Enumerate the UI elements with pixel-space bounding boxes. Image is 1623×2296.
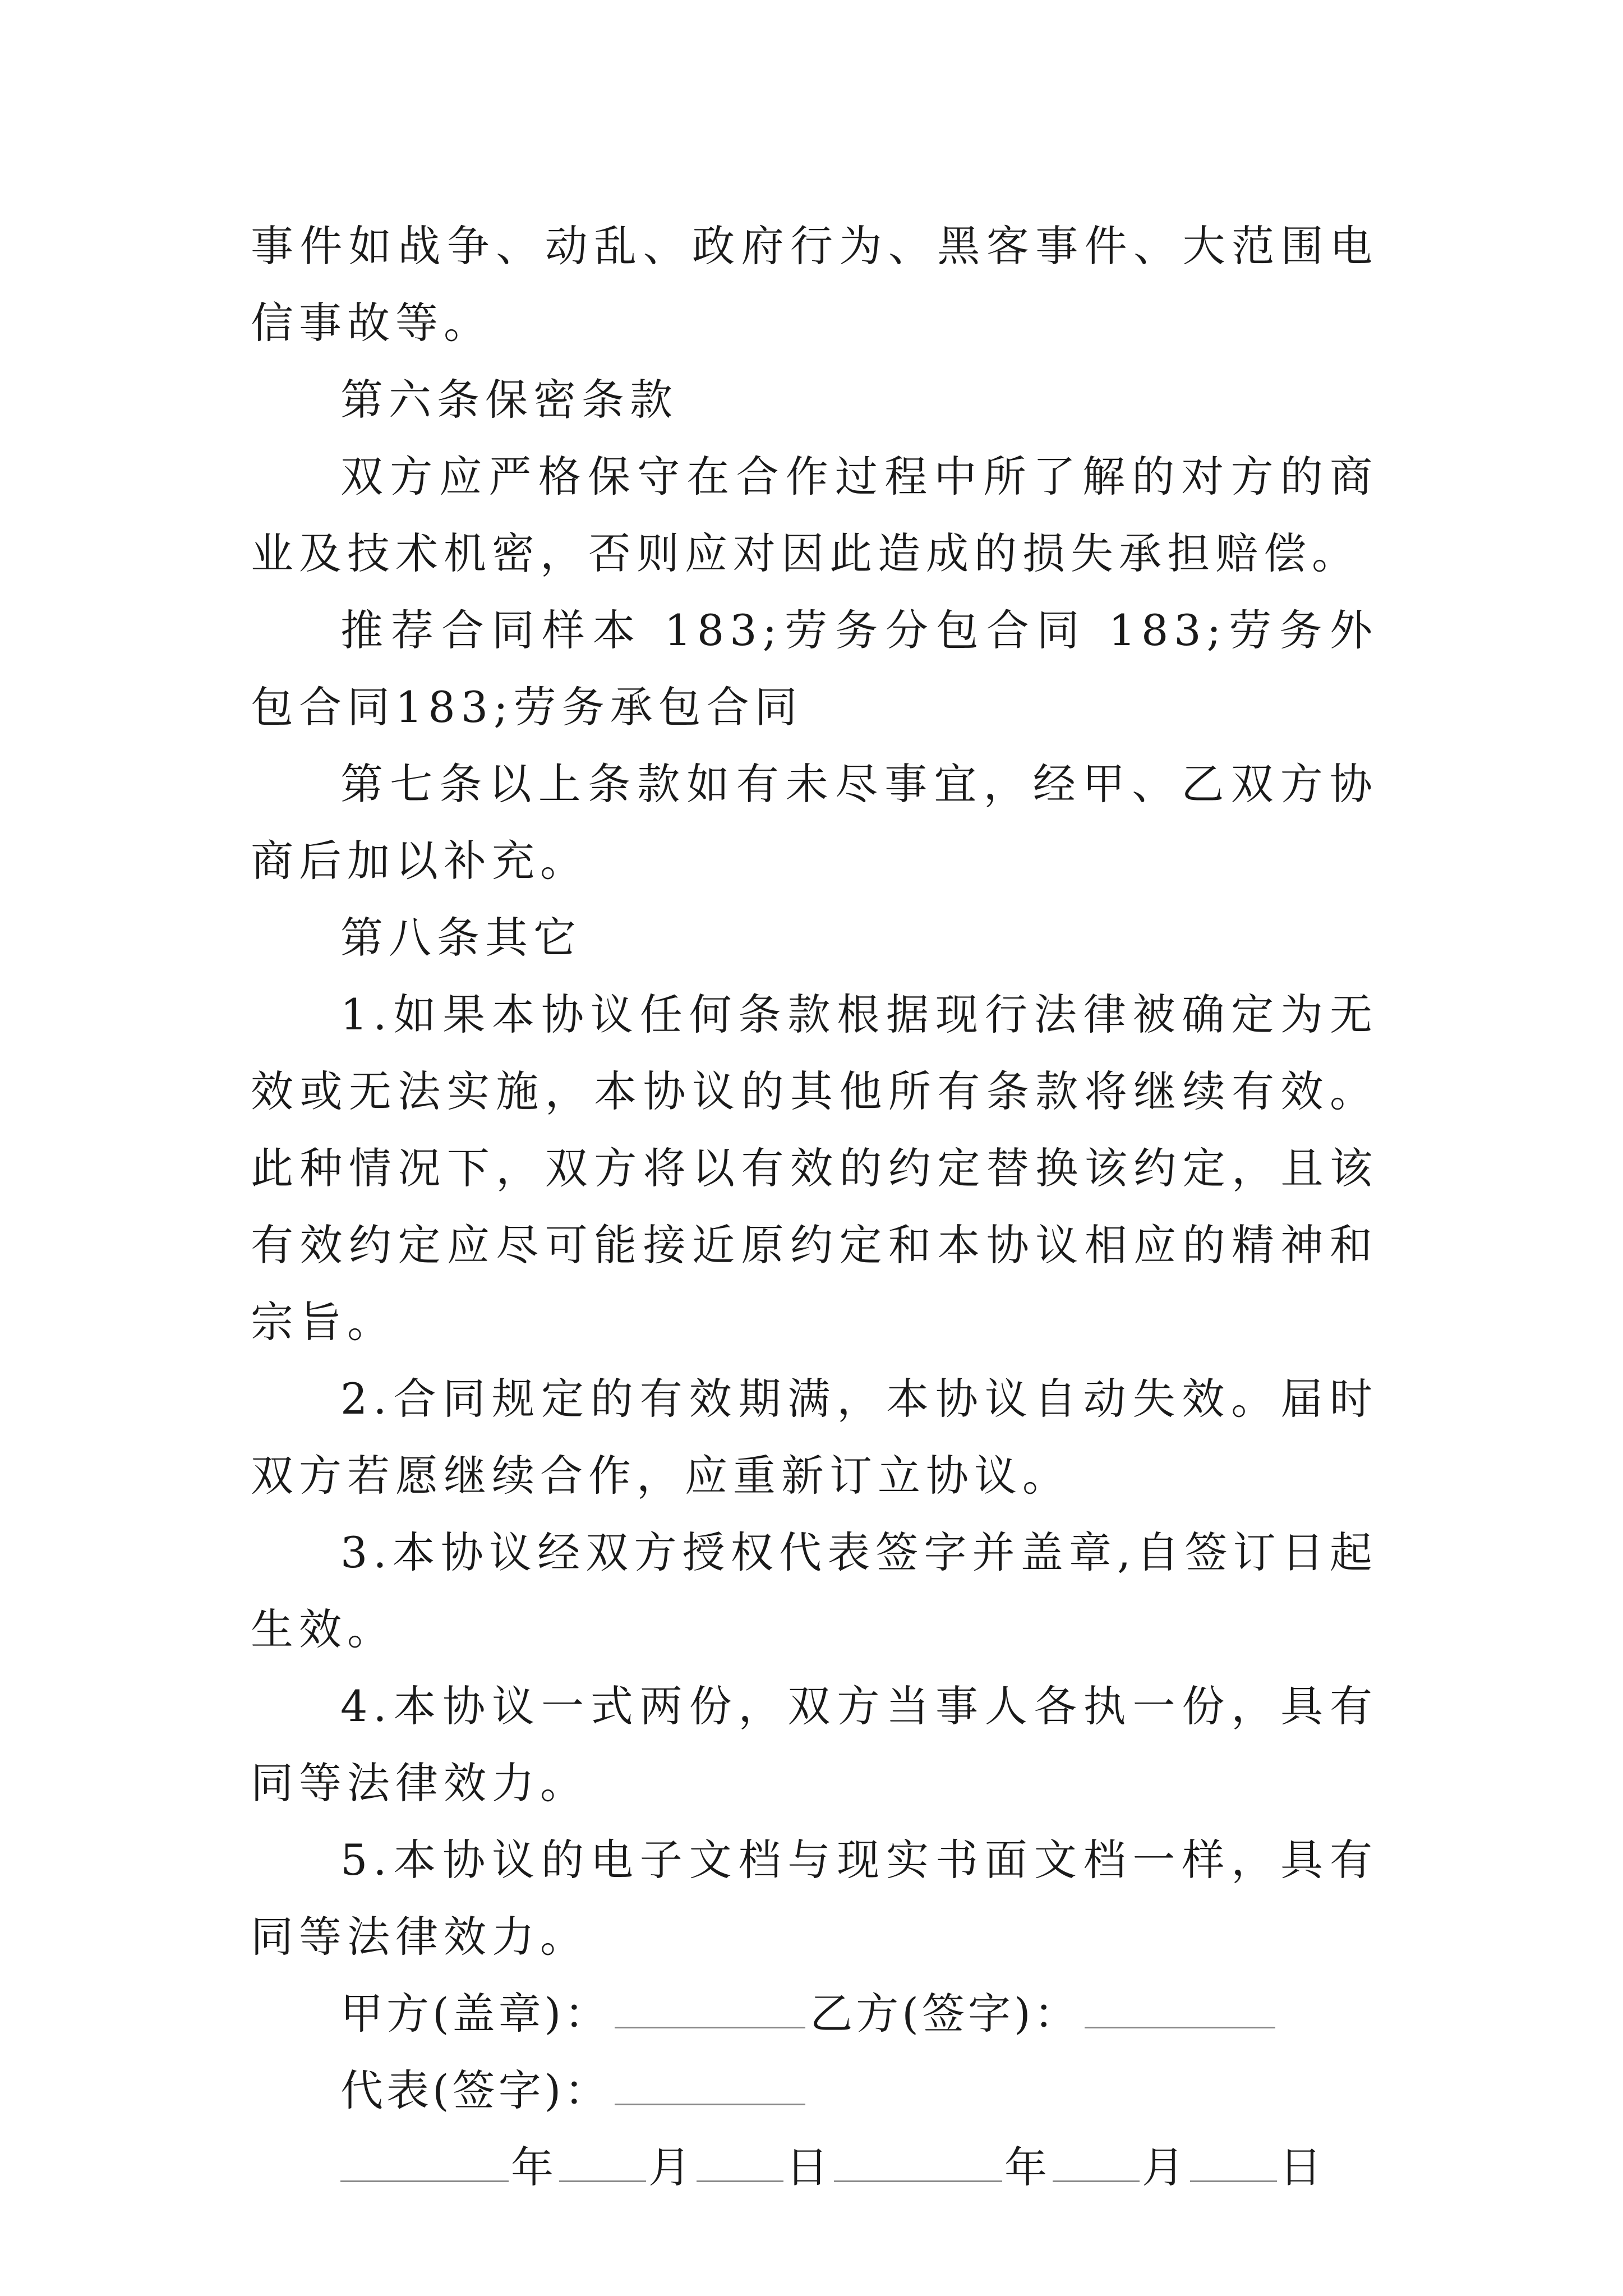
paragraph-recommended-samples: 推荐合同样本 183;劳务分包合同 183;劳务外包合同183;劳务承包合同 xyxy=(251,605,1378,732)
paragraph-clause-5: 5.本协议的电子文档与现实书面文档一样，具有同等法律效力。 xyxy=(251,1835,1378,1962)
date-a-day-label: 日 xyxy=(786,2142,832,2192)
document-page xyxy=(251,208,1378,2206)
paragraph-confidentiality: 双方应严格保守在合作过程中所了解的对方的商业及技术机密，否则应对因此造成的损失承担赔偿。 xyxy=(251,452,1378,578)
date-a-month-blank[interactable] xyxy=(559,2141,646,2182)
paragraph-force-majeure-tail: 事件如战争、动乱、政府行为、黑客事件、大范围电信事故等。 xyxy=(251,221,1378,348)
paragraph-clause-1: 1.如果本协议任何条款根据现行法律被确定为无效或无法实施，本协议的其他所有条款将继续有效。此种情况下，双方将以有效的约定替换该约定，且该有效约定应尽可能接近原约定和本协议相应的精神和宗旨。 xyxy=(251,990,1378,1347)
party-a-label: 甲方(盖章)： xyxy=(340,1989,611,2039)
rep-blank[interactable] xyxy=(615,2064,805,2105)
date-a-day-blank[interactable] xyxy=(697,2141,783,2182)
paragraph-article-7: 第七条以上条款如有未尽事宜，经甲、乙双方协商后加以补充。 xyxy=(251,759,1378,886)
signature-line-representative xyxy=(251,2052,1378,2129)
date-a-month-label: 月 xyxy=(648,2142,694,2192)
paragraph-clause-2: 2.合同规定的有效期满，本协议自动失效。届时双方若愿继续合作，应重新订立协议。 xyxy=(251,1374,1378,1501)
rep-label: 代表(签字)： xyxy=(340,2065,611,2115)
date-b-year-label: 年 xyxy=(1004,2142,1050,2192)
signature-line-dates xyxy=(251,2129,1378,2206)
date-a-year-label: 年 xyxy=(511,2142,557,2192)
date-b-year-blank[interactable] xyxy=(834,2141,1002,2182)
heading-article-6: 第六条保密条款 xyxy=(340,375,678,425)
party-b-blank[interactable] xyxy=(1085,1987,1275,2028)
paragraph-clause-4: 4.本协议一式两份，双方当事人各执一份，具有同等法律效力。 xyxy=(251,1681,1378,1808)
paragraph-clause-3: 3.本协议经双方授权代表签字并盖章,自签订日起生效。 xyxy=(251,1527,1378,1654)
heading-article-8: 第八条其它 xyxy=(340,913,582,963)
signature-line-parties xyxy=(251,1975,1378,2052)
date-a-year-blank[interactable] xyxy=(340,2141,509,2182)
party-b-label: 乙方(签字)： xyxy=(810,1989,1080,2039)
date-b-day-blank[interactable] xyxy=(1190,2141,1277,2182)
date-b-day-label: 日 xyxy=(1279,2142,1325,2192)
date-b-month-blank[interactable] xyxy=(1053,2141,1140,2182)
party-a-blank[interactable] xyxy=(615,1987,805,2028)
date-b-month-label: 月 xyxy=(1142,2142,1188,2192)
